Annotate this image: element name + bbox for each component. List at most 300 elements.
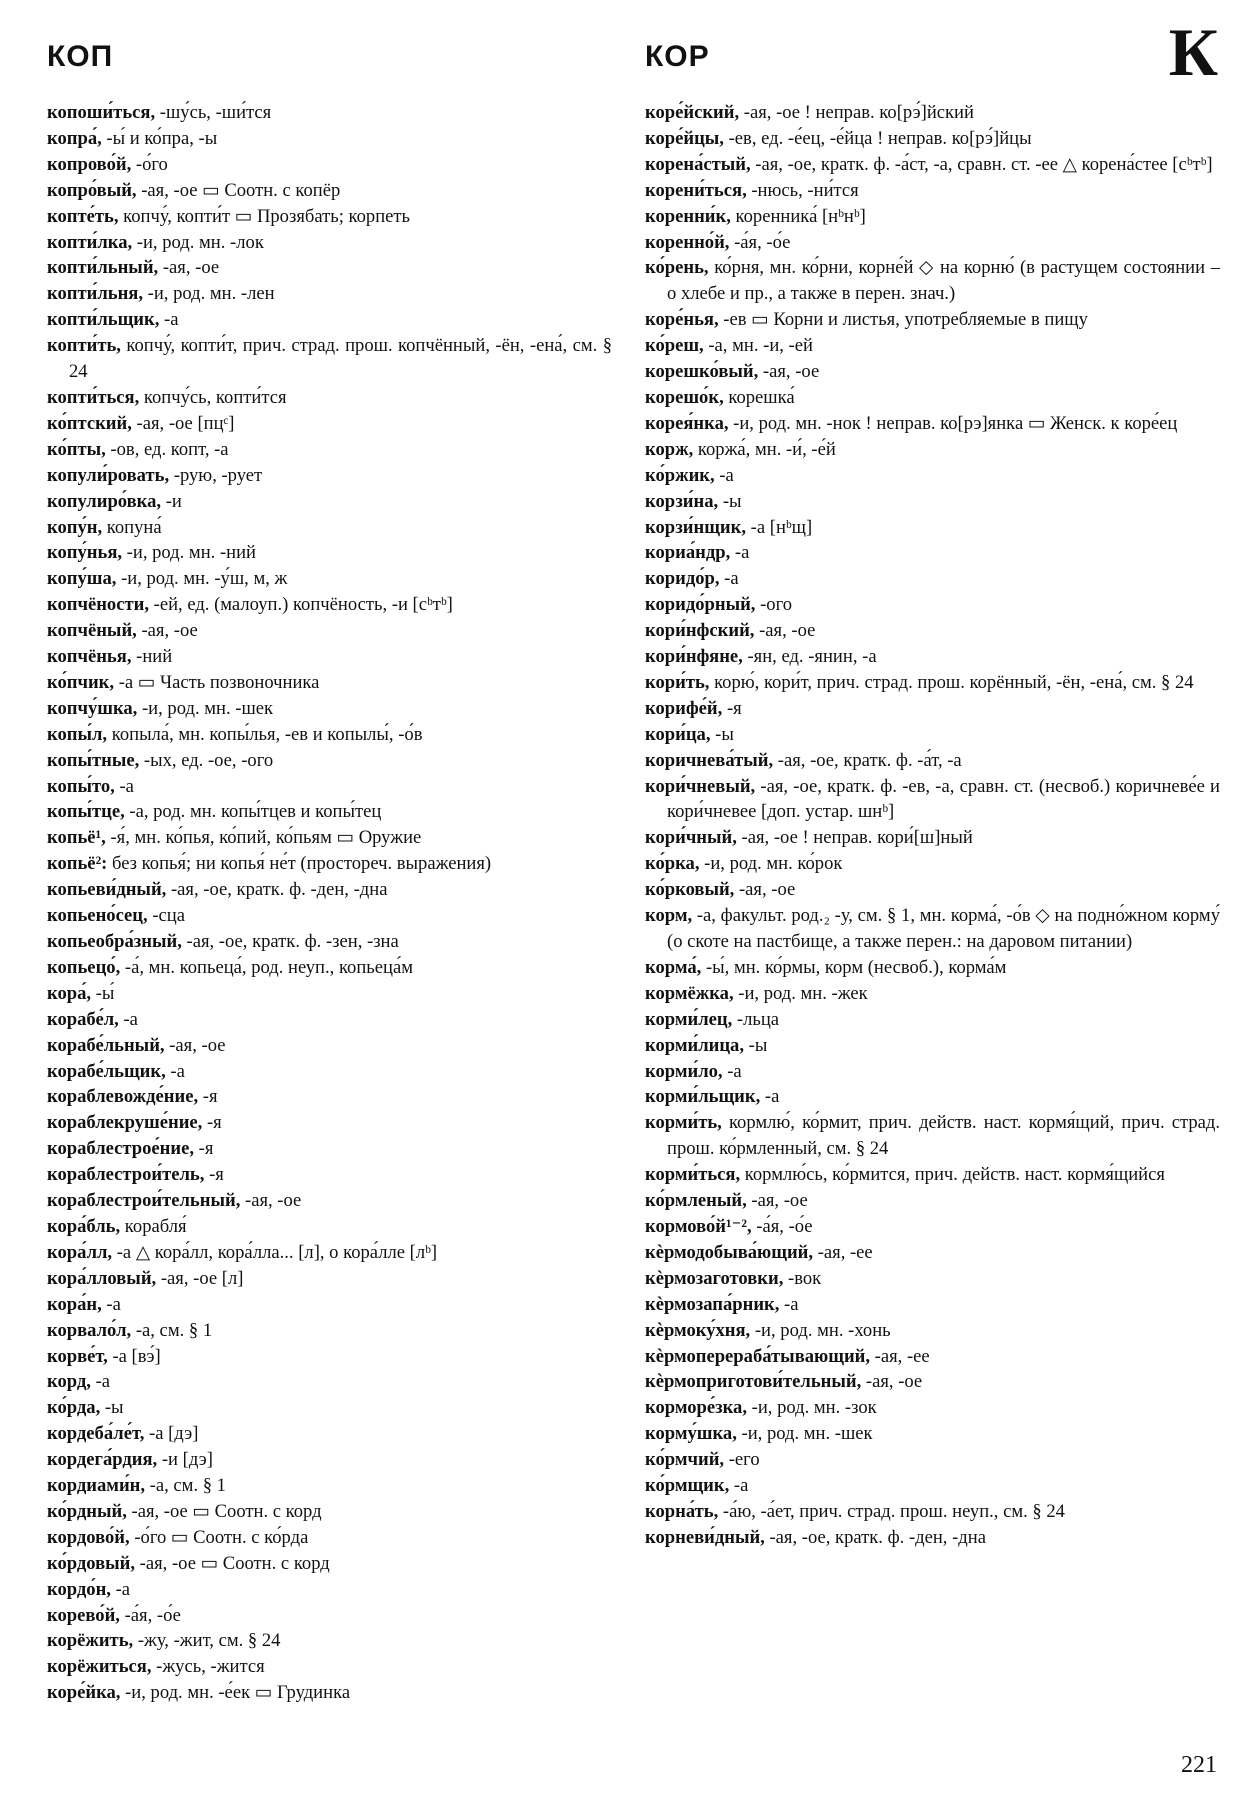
dictionary-entry bbox=[47, 644, 612, 670]
entry-headword: корево́й, bbox=[47, 1604, 120, 1626]
running-head-right: КОР bbox=[645, 40, 710, 73]
entry-definition: -льца bbox=[732, 1008, 780, 1030]
entry-definition: копчу́, копти́т, прич. страд. прош. копчённый, -ён, -ена́, см. § 24 bbox=[69, 335, 612, 383]
entry-headword: копти́ться, bbox=[47, 386, 140, 408]
dictionary-entry bbox=[47, 230, 612, 256]
dictionary-entry bbox=[47, 825, 612, 851]
entry-headword: кораблекруше́ние, bbox=[47, 1112, 203, 1134]
entry-definition: -а bbox=[730, 542, 750, 564]
entry-definition: -я bbox=[204, 1164, 224, 1186]
entry-definition: -ы bbox=[100, 1397, 124, 1419]
entry-definition: -а △ кора́лл, кора́лла... [л], о кора́лле [лᵇ] bbox=[112, 1241, 438, 1263]
entry-definition: -ы bbox=[710, 723, 734, 745]
entry-definition: корю́, кори́т, прич. страд. прош. корённый, -ён, -ена́, см. § 24 bbox=[709, 671, 1194, 693]
entry-definition: -и, род. мн. -хонь bbox=[750, 1319, 891, 1341]
entry-definition: -жу, -жит, см. § 24 bbox=[133, 1630, 281, 1652]
section-letter: К bbox=[1168, 14, 1218, 90]
dictionary-entry bbox=[47, 1577, 612, 1603]
entry-headword: ко́рка, bbox=[645, 853, 700, 875]
entry-definition: -ая, -ое, кратк. ф. -зен, -зна bbox=[181, 931, 399, 952]
entry-definition: -а bbox=[114, 775, 134, 797]
entry-definition: -ы́ bbox=[91, 982, 115, 1004]
entry-headword: ко́птский, bbox=[47, 412, 132, 434]
entry-definition: -а bbox=[118, 1008, 138, 1030]
entry-definition: -ая, -ое ▭ Соотн. с корд bbox=[135, 1552, 330, 1574]
dictionary-entry bbox=[47, 1007, 612, 1033]
entry-headword: корми́лица, bbox=[645, 1034, 745, 1056]
entry-headword: корешо́к, bbox=[645, 386, 724, 408]
dictionary-entry bbox=[645, 204, 1220, 230]
entry-definition: -и, род. мн. -лок bbox=[132, 231, 264, 253]
entry-definition: ко́рня, мн. ко́рни, корне́й ◇ на корню́ (в растущем состоянии – о хлебе и пр., а также в перен. знач.) bbox=[667, 257, 1220, 305]
entry-headword: кори́ца, bbox=[645, 723, 711, 745]
running-head-left: КОП bbox=[47, 40, 114, 73]
entry-definition: корабля́ bbox=[120, 1215, 187, 1237]
dictionary-entry bbox=[47, 1603, 612, 1629]
dictionary-entry bbox=[645, 463, 1220, 489]
entry-definition: -ая, -ее bbox=[813, 1241, 873, 1263]
entry-definition: -о́го ▭ Соотн. с ко́рда bbox=[129, 1526, 309, 1548]
entry-definition: -а́я, -о́е bbox=[729, 231, 791, 253]
entry-headword: копьецо́, bbox=[47, 956, 121, 978]
entry-headword: копы́л, bbox=[47, 723, 108, 745]
entry-headword: копра́, bbox=[47, 127, 102, 149]
entry-headword: копчёный, bbox=[47, 620, 137, 642]
entry-definition: -жусь, -жится bbox=[151, 1656, 265, 1678]
entry-headword: копти́льня, bbox=[47, 283, 144, 305]
entry-headword: корея́нка, bbox=[645, 412, 729, 434]
entry-headword: корифе́й, bbox=[645, 697, 723, 719]
dictionary-entry bbox=[645, 126, 1220, 152]
entry-headword: копро́вый, bbox=[47, 179, 137, 201]
dictionary-entry bbox=[47, 1525, 612, 1551]
dictionary-entry bbox=[645, 1059, 1220, 1085]
dictionary-entry bbox=[47, 152, 612, 178]
entry-headword: корзи́нщик, bbox=[645, 516, 747, 538]
dictionary-entry bbox=[645, 1214, 1220, 1240]
entry-definition: -ая, -ое, кратк. ф. -ев, -а, сравн. ст. (несвоб.) коричневе́е и кори́чневее [доп. устар. шнᵇ] bbox=[667, 775, 1220, 823]
entry-headword: кораблестрои́тель, bbox=[47, 1164, 205, 1186]
entry-definition: -ний bbox=[131, 646, 173, 668]
entry-headword: кѐрмоперераба́тывающий, bbox=[645, 1345, 871, 1367]
entry-headword: копу́н, bbox=[47, 516, 103, 538]
dictionary-entry bbox=[47, 1447, 612, 1473]
entry-definition: -ая, -ое [пцᶜ] bbox=[131, 412, 235, 434]
entry-definition: -ая, -ое, кратк. ф. -а́т, -а bbox=[773, 749, 962, 771]
entry-headword: ко́рдовый, bbox=[47, 1552, 136, 1574]
dictionary-entry bbox=[47, 618, 612, 644]
entry-definition: -и bbox=[161, 490, 182, 512]
entry-headword: коре́йский, bbox=[645, 102, 740, 123]
entry-definition: -и, род. мн. -е́ек ▭ Грудинка bbox=[120, 1682, 351, 1704]
dictionary-entry bbox=[645, 359, 1220, 385]
entry-headword: кори́нфяне, bbox=[645, 646, 743, 668]
dictionary-entry bbox=[47, 1395, 612, 1421]
entry-headword: кордеба́ле́т, bbox=[47, 1423, 145, 1445]
dictionary-entry bbox=[645, 981, 1220, 1007]
dictionary-entry bbox=[47, 903, 612, 929]
entry-definition: -ая, -ое bbox=[734, 879, 796, 901]
entry-definition: без копья́; ни копья́ не́т (простореч. выражения) bbox=[107, 853, 492, 875]
entry-headword: коре́нья, bbox=[645, 309, 719, 331]
entry-definition: -ян, ед. -янин, -а bbox=[742, 646, 877, 668]
entry-definition: -вок bbox=[783, 1267, 822, 1289]
entry-headword: корм, bbox=[645, 905, 693, 927]
dictionary-entry bbox=[47, 670, 612, 696]
entry-definition: коржа́, мн. -и́, -е́й bbox=[693, 438, 836, 460]
entry-definition: -и [дэ] bbox=[157, 1449, 213, 1471]
dictionary-entry bbox=[47, 1162, 612, 1188]
entry-headword: копоши́ться, bbox=[47, 102, 156, 123]
dictionary-entry bbox=[47, 799, 612, 825]
entry-headword: корёжить, bbox=[47, 1630, 134, 1652]
dictionary-entry bbox=[47, 955, 612, 981]
entry-headword: копьё¹, bbox=[47, 827, 106, 849]
entry-definition: -я bbox=[198, 1086, 218, 1108]
entry-definition: -я bbox=[722, 697, 742, 719]
entry-headword: кора́н, bbox=[47, 1293, 102, 1315]
dictionary-entry bbox=[645, 670, 1220, 696]
dictionary-entry bbox=[47, 281, 612, 307]
entry-definition: -а bbox=[779, 1293, 799, 1315]
entry-headword: кораблевожде́ние, bbox=[47, 1086, 199, 1108]
entry-definition: копуна́ bbox=[102, 516, 162, 538]
entry-headword: корабе́льный, bbox=[47, 1034, 165, 1056]
entry-headword: корж, bbox=[645, 438, 694, 460]
entry-definition: -ая, -ое [л] bbox=[156, 1267, 244, 1289]
dictionary-entry bbox=[47, 489, 612, 515]
entry-headword: корзи́на, bbox=[645, 490, 719, 512]
entry-headword: кора́, bbox=[47, 982, 92, 1004]
entry-definition: кормлю́, ко́рмит, прич. действ. наст. кормя́щий, прич. страд. прош. ко́рмленный, см. § 24 bbox=[667, 1112, 1220, 1160]
entry-headword: копчёности, bbox=[47, 594, 149, 616]
entry-definition: -я́, мн. ко́пья, ко́пий, ко́пьям ▭ Оружие bbox=[105, 827, 422, 849]
entry-headword: копьено́сец, bbox=[47, 905, 148, 927]
entry-headword: коридо́рный, bbox=[645, 594, 756, 616]
entry-definition: -о́го bbox=[131, 153, 168, 175]
entry-definition: -ы́ и ко́пра, -ы bbox=[101, 127, 218, 149]
entry-definition: -и, род. мн. -шек bbox=[137, 697, 274, 719]
dictionary-entry bbox=[645, 877, 1220, 903]
entry-headword: корми́ться, bbox=[645, 1164, 741, 1186]
dictionary-entry bbox=[645, 307, 1220, 333]
dictionary-entry bbox=[645, 230, 1220, 256]
dictionary-entry bbox=[47, 851, 612, 877]
entry-definition: -ая, -ое ▭ Соотн. с копёр bbox=[136, 179, 341, 201]
dictionary-entry bbox=[645, 178, 1220, 204]
entry-headword: корму́шка, bbox=[645, 1423, 737, 1445]
dictionary-entry bbox=[47, 1473, 612, 1499]
entry-headword: коре́йцы, bbox=[645, 127, 724, 149]
entry-definition: -и, род. мн. -жек bbox=[733, 982, 868, 1004]
entry-definition: -а bbox=[159, 309, 179, 331]
entry-headword: копу́ша, bbox=[47, 568, 117, 590]
entry-definition: -а bbox=[90, 1371, 111, 1393]
entry-headword: корабе́льщик, bbox=[47, 1060, 166, 1082]
entry-headword: корени́ться, bbox=[645, 179, 747, 201]
entry-headword: корёжиться, bbox=[47, 1656, 152, 1678]
entry-headword: ко́рень, bbox=[645, 257, 709, 279]
entry-definition: -и, род. мн. -зок bbox=[746, 1397, 877, 1419]
dictionary-entry bbox=[47, 437, 612, 463]
entry-headword: копчёнья, bbox=[47, 646, 132, 668]
dictionary-entry bbox=[47, 1499, 612, 1525]
entry-definition: -шу́сь, -ши́тся bbox=[155, 102, 272, 123]
dictionary-entry bbox=[645, 1473, 1220, 1499]
entry-definition: -ая, -ое, кратк. ф. -ден, -дна bbox=[764, 1526, 986, 1548]
entry-headword: корд, bbox=[47, 1371, 91, 1393]
dictionary-entry bbox=[47, 1369, 612, 1395]
entry-definition: -сца bbox=[147, 905, 185, 927]
dictionary-entry bbox=[47, 204, 612, 230]
entry-headword: кора́лл, bbox=[47, 1241, 113, 1263]
entry-definition: -ая, -ое bbox=[758, 361, 820, 383]
entry-definition: -ая, -ое bbox=[754, 620, 816, 642]
entry-definition: -я bbox=[202, 1112, 222, 1134]
dictionary-entry bbox=[47, 1344, 612, 1370]
entry-headword: корвало́л, bbox=[47, 1319, 132, 1341]
dictionary-entry bbox=[47, 333, 612, 385]
page-number: 221 bbox=[1181, 1752, 1217, 1778]
entry-definition: -его bbox=[724, 1449, 760, 1471]
entry-headword: копулиро́вка, bbox=[47, 490, 162, 512]
dictionary-entry bbox=[47, 748, 612, 774]
entry-headword: ко́рда, bbox=[47, 1397, 101, 1419]
entry-definition: -а, см. § 1 bbox=[145, 1475, 226, 1497]
entry-definition: коренника́ [нᵇнᵇ] bbox=[730, 205, 866, 227]
entry-definition: -и, род. мн. ко́рок bbox=[699, 853, 843, 875]
entry-headword: корми́ть, bbox=[645, 1112, 722, 1134]
dictionary-entry bbox=[47, 1136, 612, 1162]
entry-headword: ко́пты, bbox=[47, 438, 106, 460]
entry-headword: копу́нья, bbox=[47, 542, 123, 564]
entry-headword: ко́рмленый, bbox=[645, 1190, 747, 1212]
entry-definition: -ей, ед. (малоуп.) копчёность, -и [сᵇтᵇ] bbox=[148, 594, 453, 616]
entry-definition: -а bbox=[760, 1086, 780, 1108]
entry-definition: -а́, мн. копьеца́, род. неуп., копьеца́м bbox=[120, 956, 413, 978]
entry-headword: коре́йка, bbox=[47, 1682, 121, 1704]
dictionary-entry bbox=[47, 255, 612, 281]
entry-definition: -а, мн. -и, -ей bbox=[703, 335, 813, 357]
dictionary-entry bbox=[645, 1292, 1220, 1318]
entry-headword: ко́пчик, bbox=[47, 671, 115, 693]
dictionary-entry bbox=[645, 644, 1220, 670]
entry-definition: -а [дэ] bbox=[144, 1423, 199, 1445]
entry-headword: ко́реш, bbox=[645, 335, 704, 357]
dictionary-entry bbox=[47, 722, 612, 748]
right-column bbox=[645, 100, 1220, 1551]
entry-headword: кораблестрои́тельный, bbox=[47, 1190, 241, 1212]
entry-definition: -рую, -рует bbox=[169, 464, 263, 486]
entry-headword: копте́ть, bbox=[47, 205, 119, 227]
dictionary-entry bbox=[645, 748, 1220, 774]
entry-headword: копьеви́дный, bbox=[47, 879, 167, 901]
entry-definition: -а́я, -о́е bbox=[119, 1604, 181, 1626]
dictionary-entry bbox=[47, 981, 612, 1007]
entry-headword: копти́льный, bbox=[47, 257, 159, 279]
entry-definition: -а bbox=[719, 568, 739, 590]
entry-definition: -и, род. мн. -шек bbox=[736, 1423, 873, 1445]
dictionary-entry bbox=[645, 1266, 1220, 1292]
entry-definition: -а bbox=[729, 1475, 749, 1497]
entry-definition: кормлю́сь, ко́рмится, прич. действ. наст. кормя́щийся bbox=[740, 1164, 1165, 1186]
entry-headword: кѐрмозаготовки, bbox=[645, 1267, 784, 1289]
entry-definition: -и, род. мн. -ний bbox=[122, 542, 256, 564]
dictionary-entry bbox=[645, 515, 1220, 541]
entry-headword: копрово́й, bbox=[47, 153, 132, 175]
entry-definition: -и, род. мн. -нок ! неправ. ко[рэ]янка ▭ Женск. к коре́ец bbox=[728, 412, 1178, 434]
dictionary-entry bbox=[645, 1188, 1220, 1214]
entry-headword: копули́ровать, bbox=[47, 464, 170, 486]
dictionary-entry bbox=[645, 255, 1220, 307]
dictionary-entry bbox=[47, 1240, 612, 1266]
entry-headword: кѐрмоку́хня, bbox=[645, 1319, 751, 1341]
entry-definition: -а bbox=[101, 1293, 121, 1315]
entry-definition: -ая, -ое, кратк. ф. -ден, -дна bbox=[166, 879, 388, 901]
entry-headword: корми́ло, bbox=[645, 1060, 723, 1082]
entry-headword: копти́ть, bbox=[47, 335, 121, 357]
entry-headword: корневи́дный, bbox=[645, 1526, 765, 1548]
dictionary-entry bbox=[645, 385, 1220, 411]
entry-definition: -ых, ед. -ое, -ого bbox=[139, 749, 274, 771]
dictionary-entry bbox=[47, 463, 612, 489]
entry-definition: копчу́сь, копти́тся bbox=[139, 386, 287, 408]
entry-definition: -я bbox=[193, 1138, 214, 1160]
entry-headword: корми́лец, bbox=[645, 1008, 733, 1030]
dictionary-entry bbox=[645, 1084, 1220, 1110]
entry-headword: кѐрмозапа́рник, bbox=[645, 1293, 780, 1315]
entry-definition: -ы bbox=[718, 490, 742, 512]
entry-headword: кора́лловый, bbox=[47, 1267, 157, 1289]
entry-headword: кормоpе́зка, bbox=[645, 1397, 747, 1419]
dictionary-entry bbox=[47, 385, 612, 411]
entry-headword: копти́льщик, bbox=[47, 309, 160, 331]
entry-headword: кѐрмоприготови́тельный, bbox=[645, 1371, 862, 1393]
dictionary-entry bbox=[47, 126, 612, 152]
entry-definition: -и, род. мн. -у́ш, м, ж bbox=[116, 568, 288, 590]
entry-definition: -нюсь, -ни́тся bbox=[746, 179, 859, 201]
entry-headword: кордово́й, bbox=[47, 1526, 130, 1548]
entry-headword: кориа́ндр, bbox=[645, 542, 731, 564]
dictionary-entry bbox=[47, 1110, 612, 1136]
entry-definition: -а, род. мн. копы́тцев и копы́тец bbox=[124, 801, 382, 823]
dictionary-entry bbox=[47, 1188, 612, 1214]
entry-definition: -а [вэ́] bbox=[107, 1345, 161, 1367]
dictionary-entry bbox=[645, 100, 1220, 126]
entry-headword: кори́чневый, bbox=[645, 775, 756, 797]
entry-headword: ко́рдный, bbox=[47, 1500, 127, 1522]
dictionary-entry bbox=[47, 178, 612, 204]
dictionary-entry bbox=[645, 1110, 1220, 1162]
entry-headword: кѐрмодобыва́ющий, bbox=[645, 1241, 814, 1263]
entry-definition: -ев ▭ Корни и листья, употребляемые в пищу bbox=[718, 309, 1088, 331]
entry-headword: ко́рмчий, bbox=[645, 1449, 725, 1471]
entry-headword: копти́лка, bbox=[47, 231, 133, 253]
dictionary-entry bbox=[47, 1421, 612, 1447]
dictionary-entry bbox=[47, 929, 612, 955]
entry-definition: -а bbox=[722, 1060, 742, 1082]
dictionary-entry bbox=[645, 1240, 1220, 1266]
dictionary-entry bbox=[645, 696, 1220, 722]
dictionary-entry bbox=[645, 618, 1220, 644]
entry-headword: копы́тце, bbox=[47, 801, 125, 823]
entry-headword: ко́ржик, bbox=[645, 464, 715, 486]
entry-definition: -ая, -ое ! неправ. кори́[ш]ный bbox=[736, 827, 973, 849]
dictionary-entry bbox=[645, 722, 1220, 748]
entry-headword: кормово́й¹⁻², bbox=[645, 1215, 752, 1237]
entry-definition: -ая, -ое bbox=[164, 1034, 226, 1056]
dictionary-entry bbox=[47, 1214, 612, 1240]
entry-headword: кордиами́н, bbox=[47, 1475, 146, 1497]
dictionary-entry bbox=[47, 1628, 612, 1654]
entry-definition: -а bbox=[165, 1060, 185, 1082]
dictionary-entry bbox=[645, 1421, 1220, 1447]
dictionary-entry bbox=[47, 1292, 612, 1318]
entry-headword: кордо́н, bbox=[47, 1578, 111, 1600]
entry-headword: кора́бль, bbox=[47, 1215, 121, 1237]
dictionary-entry bbox=[645, 1033, 1220, 1059]
entry-headword: копчу́шка, bbox=[47, 697, 138, 719]
entry-headword: ко́рмщик, bbox=[645, 1475, 730, 1497]
entry-headword: корна́ть, bbox=[645, 1500, 719, 1522]
dictionary-entry bbox=[47, 515, 612, 541]
dictionary-entry bbox=[47, 774, 612, 800]
entry-definition: -а bbox=[110, 1578, 131, 1600]
dictionary-entry bbox=[645, 774, 1220, 826]
entry-headword: коренно́й, bbox=[645, 231, 730, 253]
entry-definition: -ая, -ое bbox=[136, 620, 198, 642]
dictionary-entry bbox=[645, 1162, 1220, 1188]
dictionary-entry bbox=[47, 411, 612, 437]
dictionary-entry bbox=[645, 955, 1220, 981]
entry-definition: -а, факульт. род.₂ -у, см. § 1, мн. корма́, -о́в ◇ на подно́жном корму́ (о скоте на пастбище, а также перен.: на даровом питании) bbox=[667, 905, 1220, 952]
entry-headword: корма́, bbox=[645, 956, 702, 978]
dictionary-entry bbox=[645, 825, 1220, 851]
entry-headword: корена́стый, bbox=[645, 153, 751, 175]
entry-headword: кормёжка, bbox=[645, 982, 734, 1004]
entry-definition: -ая, -ее bbox=[870, 1345, 930, 1367]
entry-definition: -ы bbox=[744, 1034, 768, 1056]
entry-definition: -а ▭ Часть позвоночника bbox=[114, 671, 320, 693]
entry-definition: -ого bbox=[755, 594, 793, 616]
entry-definition: -ы́, мн. ко́рмы, корм (несвоб.), корма́м bbox=[701, 956, 1007, 978]
entry-definition: -ая, -ое ▭ Соотн. с корд bbox=[126, 1500, 322, 1522]
dictionary-entry bbox=[645, 437, 1220, 463]
entry-headword: кори́ть, bbox=[645, 671, 710, 693]
entry-definition: копчу́, копти́т ▭ Прозябать; корпеть bbox=[118, 205, 411, 227]
entry-headword: копы́тные, bbox=[47, 749, 140, 771]
entry-definition: -ов, ед. копт, -а bbox=[105, 438, 229, 460]
entry-headword: копы́то, bbox=[47, 775, 115, 797]
dictionary-entry bbox=[645, 1525, 1220, 1551]
dictionary-entry bbox=[645, 566, 1220, 592]
dictionary-entry bbox=[645, 489, 1220, 515]
dictionary-entry bbox=[645, 1344, 1220, 1370]
left-column bbox=[47, 100, 612, 1706]
entry-headword: корабе́л, bbox=[47, 1008, 119, 1030]
dictionary-entry bbox=[47, 566, 612, 592]
entry-definition: корешка́ bbox=[723, 386, 795, 408]
entry-definition: -а bbox=[714, 464, 734, 486]
dictionary-entry bbox=[645, 851, 1220, 877]
dictionary-entry bbox=[645, 1007, 1220, 1033]
entry-definition: -а [нᵇщ] bbox=[746, 516, 813, 538]
entry-definition: -ая, -ое bbox=[240, 1190, 302, 1212]
entry-headword: кори́нфский, bbox=[645, 620, 755, 642]
dictionary-entry bbox=[645, 1447, 1220, 1473]
entry-headword: корми́льщик, bbox=[645, 1086, 761, 1108]
dictionary-entry bbox=[47, 1033, 612, 1059]
